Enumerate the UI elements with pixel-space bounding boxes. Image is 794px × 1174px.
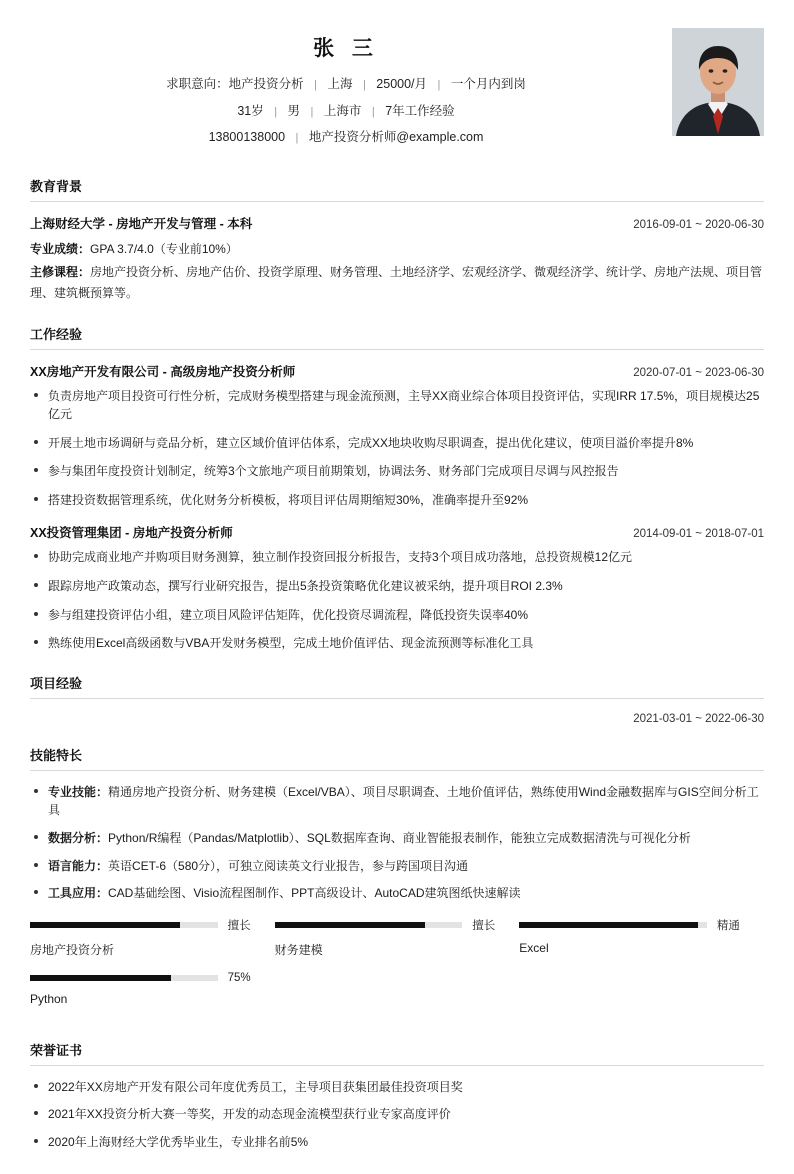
skill-value: 精通房地产投资分析、财务建模（Excel/VBA）、项目尽职调查、土地价值评估，熟练使用Wind金融数据库与GIS空间分析工具	[48, 784, 759, 818]
section-skills	[30, 745, 764, 1020]
progress-bar-track	[30, 922, 218, 928]
list-item: 熟练使用Excel高级函数与VBA开发财务模型，完成土地价值评估、现金流预测等标准化工具	[30, 634, 764, 653]
work-entry-head	[30, 523, 764, 541]
progress-bar-fill	[519, 922, 697, 928]
education-date: 2016-09-01 ~ 2020-06-30	[633, 218, 764, 231]
skill-bar-row	[519, 917, 740, 933]
skill-label: 工具应用：	[48, 886, 109, 901]
skill-level-text: 精通	[716, 919, 740, 932]
skill-level-text: 擅长	[227, 919, 251, 932]
divider	[30, 1065, 764, 1066]
phone-number: 13800138000	[208, 130, 286, 144]
page-bottom-spacer	[30, 1166, 764, 1174]
objective-availability: 一个月内到岗	[450, 77, 526, 91]
divider: |	[310, 105, 314, 118]
email-address: 地产投资分析师@example.com	[308, 130, 484, 144]
divider	[30, 770, 764, 771]
work-date: 2014-09-01 ~ 2018-07-01	[633, 528, 764, 541]
work-company-role: XX房地产开发有限公司 - 高级房地产投资分析师	[30, 364, 296, 379]
skill-level-text: 75%	[227, 971, 251, 984]
section-honors	[30, 1040, 764, 1152]
education-entry-head	[30, 214, 764, 232]
section-education	[30, 176, 764, 304]
section-project-experience	[30, 673, 764, 725]
education-courses-row	[30, 262, 764, 304]
person-photo-avatar-icon	[672, 28, 764, 136]
list-item	[30, 857, 764, 876]
personal-age: 31岁	[237, 103, 264, 118]
personal-gender: 男	[287, 103, 301, 118]
objective-city: 上海	[327, 77, 353, 91]
skill-bar-item	[275, 917, 520, 958]
skill-bar-row	[30, 972, 251, 984]
divider	[30, 349, 764, 350]
skill-name: 房地产投资分析	[30, 942, 115, 957]
list-item: 搭建投资数据管理系统，优化财务分析模板，将项目评估周期缩短30%，准确率提升至92%	[30, 491, 764, 510]
skill-value: CAD基础绘图、Visio流程图制作、PPT高级设计、AutoCAD建筑图纸快速解读	[108, 886, 521, 901]
section-title-project: 项目经验	[30, 675, 83, 691]
skill-bar-group	[30, 917, 764, 1020]
education-gpa-value: GPA 3.7/4.0（专业前10%）	[90, 241, 238, 256]
divider: |	[371, 105, 375, 118]
skill-bar-item	[519, 917, 764, 958]
list-item: 参与集团年度投资计划制定，统筹3个文旅地产项目前期策划，协调法务、财务部门完成项目尽调与风控报告	[30, 462, 764, 481]
progress-bar-fill	[30, 975, 171, 981]
skill-label: 专业技能：	[48, 784, 109, 799]
skill-value: Python/R编程（Pandas/Matplotlib）、SQL数据库查询、商业智能报表制作，能独立完成数据清洗与可视化分析	[108, 831, 691, 846]
list-item: 跟踪房地产政策动态，撰写行业研究报告，提出5条投资策略优化建议被采纳，提升项目ROI 2.3%	[30, 577, 764, 596]
list-item	[30, 829, 764, 848]
skill-level-text: 擅长	[472, 919, 496, 932]
skill-name: Excel	[519, 940, 549, 955]
header-line-contact	[30, 129, 662, 147]
skill-bar-row	[30, 917, 251, 933]
work-entry-head	[30, 362, 764, 380]
honors-bullet-list	[30, 1078, 764, 1152]
objective-text: 求职意向：地产投资分析	[166, 77, 304, 91]
list-item: 开展土地市场调研与竞品分析，建立区域价值评估体系，完成XX地块收购尽职调查，提出优化建议，使项目溢价率提升8%	[30, 434, 764, 453]
skill-name: 财务建模	[274, 942, 323, 957]
divider	[30, 698, 764, 699]
header-text-block	[30, 28, 672, 156]
education-courses-label: 主修课程：	[30, 264, 91, 279]
work-company-role: XX投资管理集团 - 房地产投资分析师	[30, 526, 233, 541]
divider: |	[314, 79, 317, 91]
list-item: 2021年XX投资分析大赛一等奖，开发的动态现金流模型获行业专家高度评价	[30, 1105, 764, 1124]
list-item: 2022年XX房地产开发有限公司年度优秀员工，主导项目获集团最佳投资项目奖	[30, 1078, 764, 1097]
divider	[30, 201, 764, 202]
progress-bar-track	[30, 975, 218, 981]
skill-label: 语言能力：	[48, 858, 109, 873]
divider: |	[437, 79, 441, 91]
work-bullet-list	[30, 548, 764, 652]
section-title-skills: 技能特长	[30, 747, 83, 763]
header-line-objective	[30, 76, 662, 94]
skills-bullet-list	[30, 783, 764, 903]
divider: |	[362, 79, 366, 91]
progress-bar-track	[519, 922, 707, 928]
section-title-honors: 荣誉证书	[30, 1042, 83, 1058]
divider: |	[274, 105, 278, 118]
skill-bar-row	[275, 917, 496, 933]
section-title-work: 工作经验	[30, 326, 83, 342]
page-title: 张 三	[313, 37, 379, 60]
skill-bar-item	[30, 917, 275, 958]
education-school: 上海财经大学 - 房地产开发与管理 - 本科	[30, 216, 253, 231]
work-entry	[30, 362, 764, 510]
progress-bar-fill	[30, 922, 180, 928]
skill-value: 英语CET-6（580分），可独立阅读英文行业报告，参与跨国项目沟通	[108, 858, 469, 873]
project-date: 2021-03-01 ~ 2022-06-30	[633, 712, 764, 725]
list-item: 参与组建投资评估小组，建立项目风险评估矩阵，优化投资尽调流程，降低投资失误率40%	[30, 606, 764, 625]
education-gpa-label: 专业成绩：	[30, 241, 91, 256]
resume-header	[30, 18, 764, 156]
list-item	[30, 783, 764, 820]
skill-label: 数据分析：	[48, 831, 109, 846]
section-work-experience	[30, 324, 764, 653]
list-item: 2020年上海财经大学优秀毕业生，专业排名前5%	[30, 1133, 764, 1152]
objective-salary: 25000/月	[376, 77, 428, 91]
education-gpa-row	[30, 239, 764, 260]
education-entry	[30, 214, 764, 304]
list-item: 负责房地产项目投资可行性分析，完成财务模型搭建与现金流预测，主导XX商业综合体项目投资评估，实现IRR 17.5%，项目规模达25亿元	[30, 387, 764, 424]
progress-bar-fill	[275, 922, 425, 928]
header-line-personal	[30, 103, 662, 121]
list-item	[30, 884, 764, 903]
skill-bar-item	[30, 972, 275, 1006]
personal-location: 上海市	[323, 103, 362, 118]
education-courses-value: 房地产投资分析、房地产估价、投资学原理、财务管理、土地经济学、宏观经济学、微观经济学、统计学、房地产法规、项目管理、建筑概预算等。	[30, 264, 763, 300]
divider: |	[295, 132, 299, 144]
personal-experience: 7年工作经验	[385, 103, 455, 118]
list-item: 协助完成商业地产并购项目财务测算，独立制作投资回报分析报告，支持3个项目成功落地，总投资规模12亿元	[30, 548, 764, 567]
work-entry	[30, 523, 764, 652]
section-title-education: 教育背景	[30, 178, 83, 194]
work-bullet-list	[30, 387, 764, 510]
avatar	[672, 28, 764, 136]
work-date: 2020-07-01 ~ 2023-06-30	[633, 366, 764, 379]
progress-bar-track	[275, 922, 463, 928]
skill-name: Python	[30, 991, 68, 1006]
